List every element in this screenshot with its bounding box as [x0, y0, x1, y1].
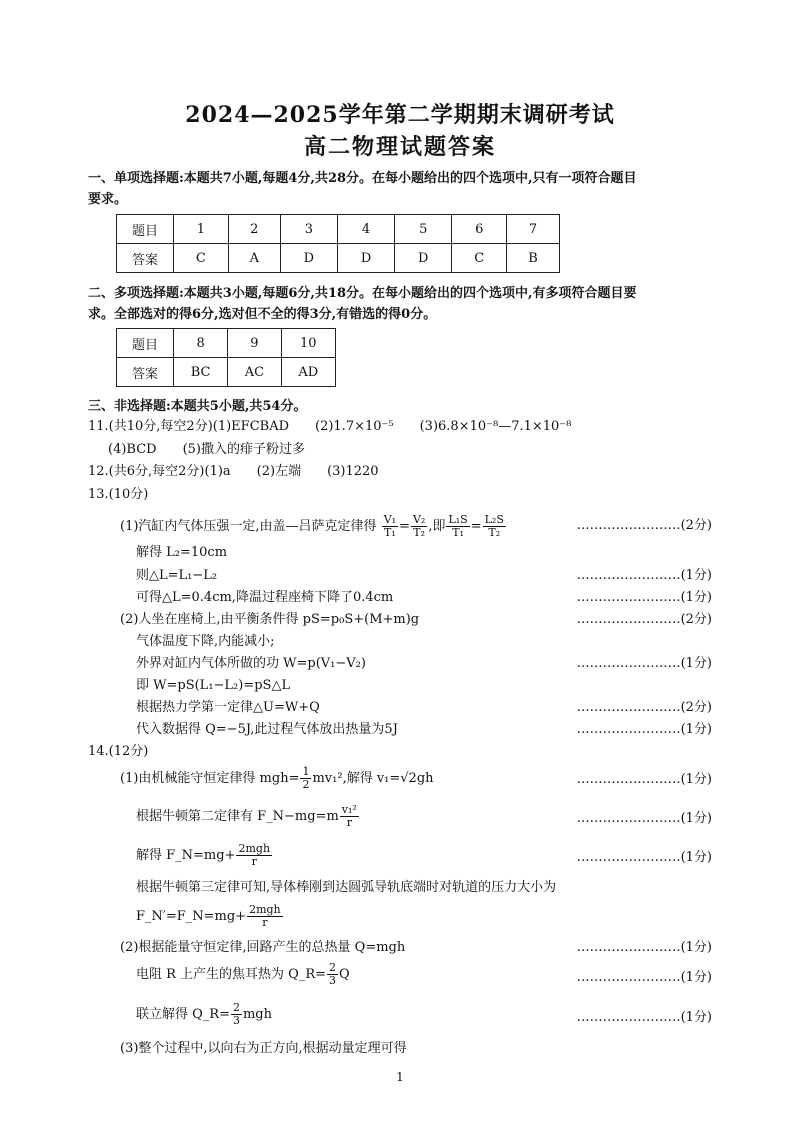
q13-line3: 则△L=L₁−L₂: [136, 568, 218, 583]
score-annotation: ……………………(1分): [576, 590, 712, 605]
fraction: $\frac{\text{V₂}}{\text{T₂}}$: [412, 513, 426, 539]
table-cell: AD: [281, 358, 335, 387]
table-cell: C: [174, 244, 229, 273]
q14-line6: (2)根据能量守恒定律,回路产生的总热量 Q=mgh: [120, 940, 406, 955]
table-cell: 6: [452, 215, 507, 244]
q13-header: 13.(10分): [88, 487, 149, 502]
section1-instructions: [88, 168, 728, 210]
q14-line5: F_N′=F_N=mg+ $\frac{\text{2mgh}}{r}$: [136, 903, 281, 929]
q14-line2: 根据牛顿第二定律有 F_N−mg=m $\frac{\text{v₁²}}{r}$: [136, 803, 357, 829]
q14-line4: 根据牛顿第三定律可知,导体棒刚到达圆弧导轨底端时对轨道的压力大小为: [136, 880, 557, 895]
section2-answer-table: [116, 328, 336, 387]
fraction: $\frac{\text{2mgh}}{r}$: [238, 842, 271, 868]
table-cell: AC: [228, 358, 281, 387]
exam-title: 2024—2025学年第二学期期末调研考试: [185, 102, 615, 128]
score-annotation: ……………………(1分): [576, 850, 712, 865]
table-row: [117, 358, 336, 387]
section2-text-line1: 二、多项选择题:本题共3小题,每题6分,共18分。在每小题给出的四个选项中,有多项符合题目要: [88, 286, 637, 301]
table-header-cell: 答案: [117, 358, 174, 387]
fraction: $\frac{1}{2}$: [302, 765, 310, 791]
score-annotation: ……………………(1分): [576, 656, 712, 671]
fraction: $\frac{\text{L₁S}}{\text{T₁}}$: [448, 513, 468, 539]
q13-line7: 外界对缸内气体所做的功 W=p(V₁−V₂): [136, 656, 366, 671]
q13-line6: 气体温度下降,内能减小;: [136, 634, 275, 649]
q11-line2: (4)BCD (5)撒入的痱子粉过多: [108, 442, 305, 457]
score-annotation: ……………………(1分): [576, 970, 712, 985]
score-annotation: ……………………(1分): [576, 811, 712, 826]
score-annotation: ……………………(2分): [576, 518, 712, 533]
table-cell: D: [337, 244, 394, 273]
table-header-cell: 答案: [117, 244, 174, 273]
table-cell: 10: [281, 329, 335, 358]
section2-instructions: [88, 283, 728, 325]
score-annotation: ……………………(2分): [576, 612, 712, 627]
q13-line5: (2)人坐在座椅上,由平衡条件得 pS=p₀S+(M+m)g: [120, 612, 420, 627]
table-header-cell: 题目: [117, 215, 174, 244]
section2-text-line2: 求。全部选对的得6分,选对但不全的得3分,有错选的得0分。: [88, 307, 437, 322]
table-cell: 3: [280, 215, 337, 244]
q14-header: 14.(12分): [88, 744, 149, 759]
score-annotation: ……………………(1分): [576, 940, 712, 955]
q14-line7: 电阻 R 上产生的焦耳热为 Q_R= $\frac{2}{3}$ Q: [136, 961, 350, 987]
section1-answer-table: [116, 214, 560, 273]
q11-line1: 11.(共10分,每空2分)(1)EFCBAD (2)1.7×10⁻⁵ (3)6.8×10⁻⁸—7.1×10⁻⁸: [88, 419, 572, 434]
table-row: [117, 329, 336, 358]
table-cell: C: [452, 244, 507, 273]
table-cell: A: [228, 244, 280, 273]
q13-line8: 即 W=pS(L₁−L₂)=pS△L: [136, 678, 291, 693]
fraction: $\frac{\text{v₁²}}{r}$: [341, 803, 357, 829]
table-cell: 1: [174, 215, 229, 244]
table-header-cell: 题目: [117, 329, 174, 358]
table-cell: 2: [228, 215, 280, 244]
table-cell: 9: [228, 329, 281, 358]
q13-line1: (1)汽缸内气体压强一定,由盖—吕萨克定律得 $\frac{\text{V₁}}{\text{T₁}}$ = $\frac{\text{V₂}}{\text{T₂}}$ ,即 $\frac{\text{L₁S}}{\text{T₁}}$ = $\frac{\text{L₂S}}{\text{T₂}}$: [120, 513, 504, 539]
table-cell: D: [280, 244, 337, 273]
fraction: $\frac{\text{V₁}}{\text{T₁}}$: [383, 513, 397, 539]
table-cell: B: [507, 244, 560, 273]
section1-text-line1: 一、单项选择题:本题共7小题,每题4分,共28分。在每小题给出的四个选项中,只有一项符合题目: [88, 171, 637, 186]
score-annotation: ……………………(2分): [576, 700, 712, 715]
q13-line2: 解得 L₂=10cm: [136, 545, 228, 560]
fraction: $\frac{2}{3}$: [329, 961, 337, 987]
section1-text-line2: 要求。: [88, 192, 128, 207]
score-annotation: ……………………(1分): [576, 772, 712, 787]
section3-instructions: 三、非选择题:本题共5小题,共54分。: [88, 399, 307, 414]
fraction: $\frac{\text{2mgh}}{r}$: [249, 903, 281, 929]
score-annotation: ……………………(1分): [576, 1010, 712, 1025]
q13-line1-text: (1)汽缸内气体压强一定,由盖—吕萨克定律得: [120, 519, 377, 534]
q13-line10: 代入数据得 Q=−5J,此过程气体放出热量为5J: [136, 722, 398, 737]
exam-subtitle: 高二物理试题答案: [303, 134, 496, 160]
q12-line1: 12.(共6分,每空2分)(1)a (2)左端 (3)1220: [88, 464, 379, 479]
q14-line8: 联立解得 Q_R= $\frac{2}{3}$ mgh: [136, 1001, 273, 1027]
table-cell: 7: [507, 215, 560, 244]
table-cell: D: [395, 244, 452, 273]
score-annotation: ……………………(1分): [576, 568, 712, 583]
table-cell: BC: [174, 358, 228, 387]
table-row: [117, 215, 560, 244]
score-annotation: ……………………(1分): [576, 722, 712, 737]
table-row: [117, 244, 560, 273]
fraction: $\frac{\text{L₂S}}{\text{T₂}}$: [484, 513, 504, 539]
table-cell: 4: [337, 215, 394, 244]
table-cell: 5: [395, 215, 452, 244]
q14-line1: (1)由机械能守恒定律得 mgh= $\frac{1}{2}$ mv₁²,解得 v₁=√2gh: [120, 765, 434, 791]
table-cell: 8: [174, 329, 228, 358]
q14-line9: (3)整个过程中,以向右为正方向,根据动量定理可得: [120, 1041, 407, 1056]
q13-line9: 根据热力学第一定律△U=W+Q: [136, 700, 320, 715]
q13-line4: 可得△L=0.4cm,降温过程座椅下降了0.4cm: [136, 590, 394, 605]
fraction: $\frac{2}{3}$: [232, 1001, 240, 1027]
q14-line3: 解得 F_N=mg+ $\frac{\text{2mgh}}{r}$: [136, 842, 271, 868]
page-number: 1: [396, 1070, 404, 1084]
